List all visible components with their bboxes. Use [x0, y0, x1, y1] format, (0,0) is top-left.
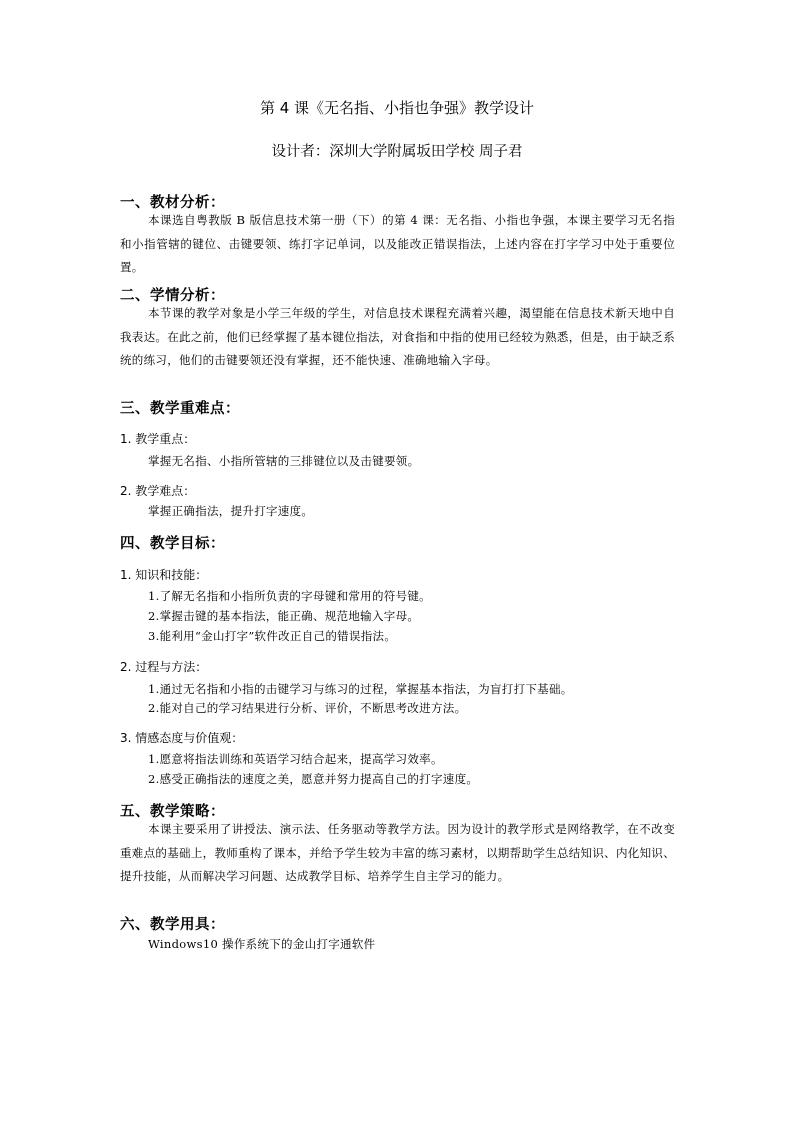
- section-body-materials: 本课选自粤教版 B 版信息技术第一册（下）的第 4 课：无名指、小指也争强，本课主要学习无名指和小指管辖的键位、击键要领、练打字记单词，以及能改正错误指法，上述内容在打字学习中处于重要位置。: [120, 213, 675, 274]
- list-item: 1.通过无名指和小指的击键学习与练习的过程，掌握基本指法，为盲打打下基础。: [148, 682, 573, 696]
- key-point-text: 掌握无名指、小指所管辖的三排键位以及击键要领。: [148, 454, 420, 468]
- section-heading-strategy: 五、教学策略：: [120, 804, 225, 820]
- subheading-knowledge-skills: 1. 知识和技能：: [120, 568, 208, 582]
- section-heading-students: 二、学情分析：: [120, 288, 225, 304]
- section-heading-materials: 一、教材分析：: [120, 195, 225, 211]
- author-line: 设计者：深圳大学附属坂田学校 周子君: [271, 144, 523, 160]
- section-body-students: 本节课的教学对象是小学三年级的学生，对信息技术课程充满着兴趣，渴望能在信息技术新天地中自我表达。在此之前，他们已经掌握了基本键位指法，对食指和中指的使用已经较为熟悉，但是，由于缺乏系统的练习，他们的击键要领还没有掌握，还不能快速、准确地输入字母。: [120, 306, 675, 367]
- section-heading-objectives: 四、教学目标：: [120, 536, 225, 552]
- list-item: 1.了解无名指和小指所负责的字母键和常用的符号键。: [148, 589, 431, 603]
- difficulty-text: 掌握正确指法，提升打字速度。: [148, 504, 314, 518]
- section-body-strategy: 本课主要采用了讲授法、演示法、任务驱动等教学方法。因为设计的教学形式是网络教学，在不改变重难点的基础上，教师重构了课本，并给予学生较为丰富的练习素材，以期帮助学生总结知识、内化知识、提升技能，从而解决学习问题、达成教学目标、培养学生自主学习的能力。: [120, 822, 675, 883]
- list-item: 1.愿意将指法训练和英语学习结合起来，提高学习效率。: [148, 752, 443, 766]
- list-item: 2.掌握击键的基本指法，能正确、规范地输入字母。: [148, 609, 420, 623]
- list-item: 2.感受正确指法的速度之美，愿意并努力提高自己的打字速度。: [148, 772, 479, 786]
- subheading-process-methods: 2. 过程与方法：: [120, 660, 208, 674]
- list-item: 2.能对自己的学习结果进行分析、评价，不断思考改进方法。: [148, 701, 467, 715]
- document-title: 第 4 课《无名指、小指也争强》教学设计: [259, 99, 535, 117]
- subheading-key-point: 1. 教学重点：: [120, 432, 196, 446]
- section-heading-tools: 六、教学用具：: [120, 917, 225, 933]
- section-body-tools: Windows10 操作系统下的金山打字通软件: [148, 937, 376, 951]
- section-heading-key-points: 三、教学重难点：: [120, 401, 240, 417]
- subheading-difficulty: 2. 教学难点：: [120, 484, 196, 498]
- list-item: 3.能利用“金山打字”软件改正自己的错误指法。: [148, 629, 397, 643]
- subheading-attitude-values: 3. 情感态度与价值观：: [120, 731, 244, 745]
